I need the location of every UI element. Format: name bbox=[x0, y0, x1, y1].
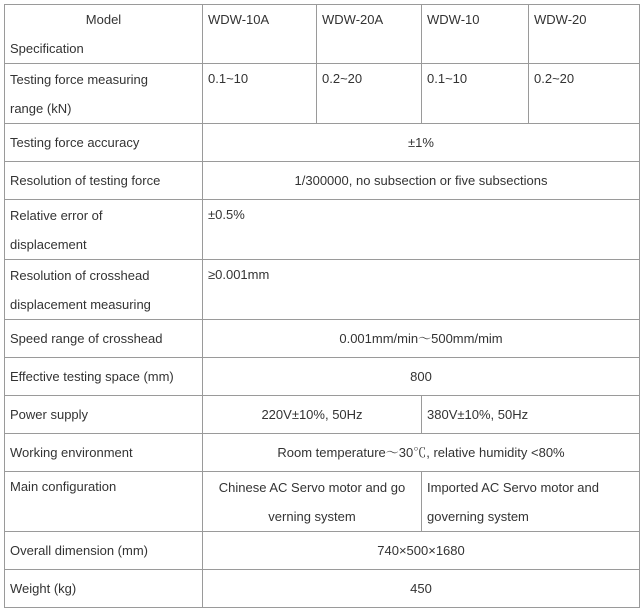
value-force-accuracy: ±1% bbox=[203, 124, 640, 162]
header-model-label: Model bbox=[85, 12, 122, 27]
row-force-resolution bbox=[5, 162, 640, 200]
label-displacement-error-line2: displacement bbox=[10, 236, 87, 252]
row-working-environment bbox=[5, 434, 640, 472]
label-working-environment: Working environment bbox=[5, 434, 203, 472]
row-power-supply bbox=[5, 396, 640, 434]
value-main-configuration-b-line1: Imported AC Servo motor and bbox=[427, 479, 599, 495]
row-weight bbox=[5, 570, 640, 608]
value-main-configuration-b-line2: governing system bbox=[427, 508, 529, 524]
label-crosshead-resolution bbox=[5, 260, 203, 320]
value-force-range-wdw-10a: 0.1~10 bbox=[203, 64, 317, 124]
label-force-range bbox=[5, 64, 203, 124]
label-displacement-error bbox=[5, 200, 203, 260]
label-displacement-error-line1: Relative error of bbox=[10, 207, 103, 223]
value-speed-range: 0.001mm/min～500mm/mim bbox=[203, 320, 640, 358]
row-force-accuracy bbox=[5, 124, 640, 162]
header-corner-cell bbox=[5, 5, 203, 64]
header-model-wdw-20: WDW-20 bbox=[529, 5, 640, 64]
header-row bbox=[5, 5, 640, 64]
row-crosshead-resolution bbox=[5, 260, 640, 320]
value-crosshead-resolution: ≥0.001mm bbox=[203, 260, 640, 320]
label-overall-dimension: Overall dimension (mm) bbox=[5, 532, 203, 570]
value-power-supply-b: 380V±10%, 50Hz bbox=[422, 396, 640, 434]
label-force-resolution: Resolution of testing force bbox=[5, 162, 203, 200]
value-main-configuration-a-line1: Chinese AC Servo motor and go bbox=[218, 479, 406, 495]
value-working-environment: Room temperature～30℃, relative humidity <80% bbox=[203, 434, 640, 472]
label-main-configuration: Main configuration bbox=[5, 472, 203, 532]
label-speed-range: Speed range of crosshead bbox=[5, 320, 203, 358]
value-displacement-error: ±0.5% bbox=[203, 200, 640, 260]
value-weight: 450 bbox=[203, 570, 640, 608]
header-model-wdw-10: WDW-10 bbox=[422, 5, 529, 64]
specification-table bbox=[4, 4, 640, 608]
value-main-configuration-a bbox=[203, 472, 422, 532]
value-testing-space: 800 bbox=[203, 358, 640, 396]
header-model-wdw-10a: WDW-10A bbox=[203, 5, 317, 64]
row-speed-range bbox=[5, 320, 640, 358]
row-main-configuration bbox=[5, 472, 640, 532]
value-power-supply-a: 220V±10%, 50Hz bbox=[203, 396, 422, 434]
label-force-range-line2: range (kN) bbox=[10, 100, 72, 116]
value-force-range-wdw-10: 0.1~10 bbox=[422, 64, 529, 124]
label-weight: Weight (kg) bbox=[5, 570, 203, 608]
value-force-range-wdw-20: 0.2~20 bbox=[529, 64, 640, 124]
row-force-range bbox=[5, 64, 640, 124]
label-testing-space: Effective testing space (mm) bbox=[5, 358, 203, 396]
value-force-range-wdw-20a: 0.2~20 bbox=[317, 64, 422, 124]
label-power-supply: Power supply bbox=[5, 396, 203, 434]
header-model-wdw-20a: WDW-20A bbox=[317, 5, 422, 64]
label-crosshead-resolution-line1: Resolution of crosshead bbox=[10, 267, 150, 283]
label-force-range-line1: Testing force measuring bbox=[10, 71, 149, 87]
row-displacement-error bbox=[5, 200, 640, 260]
value-main-configuration-b bbox=[422, 472, 640, 532]
row-testing-space bbox=[5, 358, 640, 396]
label-force-accuracy: Testing force accuracy bbox=[5, 124, 203, 162]
header-specification-label: Specification bbox=[10, 41, 84, 56]
value-main-configuration-a-line2: verning system bbox=[268, 508, 356, 524]
value-force-resolution: 1/300000, no subsection or five subsections bbox=[203, 162, 640, 200]
row-overall-dimension bbox=[5, 532, 640, 570]
label-crosshead-resolution-line2: displacement measuring bbox=[10, 296, 151, 312]
value-overall-dimension: 740×500×1680 bbox=[203, 532, 640, 570]
